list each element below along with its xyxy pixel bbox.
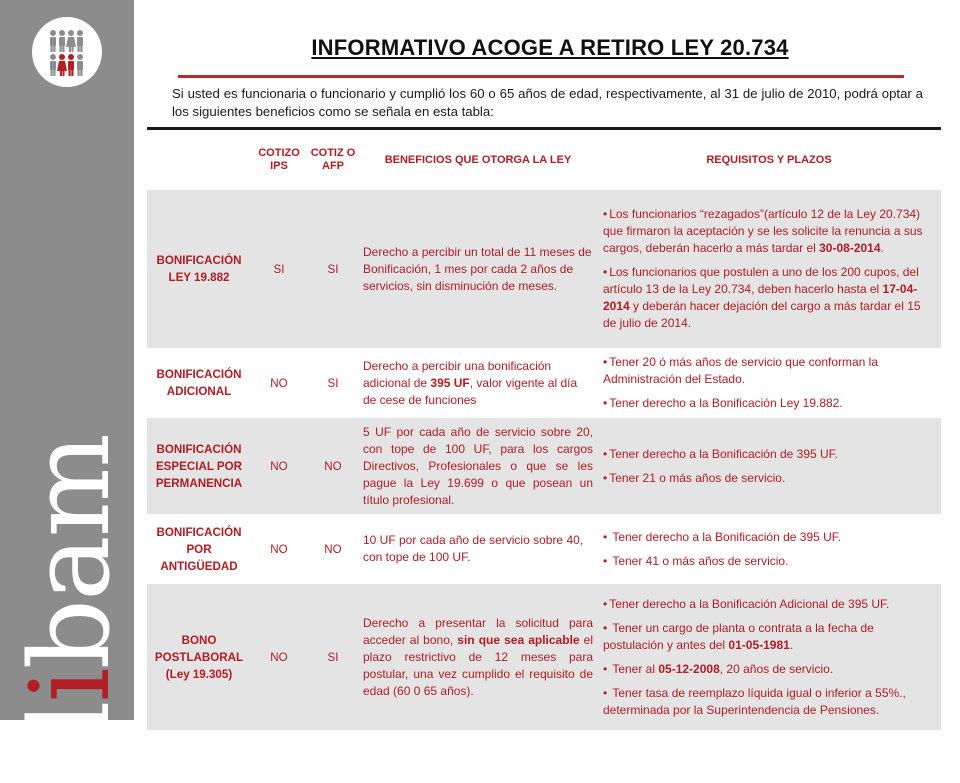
row-name: BONIFICACIÓN ADICIONAL — [156, 368, 242, 398]
requirement-item: • Tener derecho a la Bonificación Ley 19.882. — [603, 395, 935, 412]
requirement-date: 05-12-2008 — [658, 661, 720, 676]
header-beneficios: BENEFICIOS QUE OTORGA LA LEY — [384, 153, 572, 166]
row-afp: NO — [307, 418, 359, 514]
row-requirements — [597, 190, 941, 348]
brand-wordmark-bam: bam — [6, 435, 134, 670]
benefits-table — [147, 130, 941, 730]
table-row — [147, 190, 941, 348]
row-afp: SI — [307, 190, 359, 348]
row-requirements — [597, 348, 941, 418]
requirement-item: • Tener 21 o más años de servicio. — [603, 470, 935, 487]
requirement-text: . — [880, 241, 884, 255]
table-row — [147, 514, 941, 584]
table-header-row — [147, 130, 941, 190]
row-afp: NO — [324, 542, 342, 556]
row-requirements — [597, 418, 941, 514]
row-benefit — [359, 190, 597, 348]
requirement-item: • Tener 20 ó más años de servicio que conforman la Administración del Estado. — [603, 354, 935, 388]
requirement-item: • Tener derecho a la Bonificación de 395 UF. — [603, 529, 935, 546]
people-group-icon — [32, 17, 102, 87]
row-requirements — [597, 514, 941, 584]
requirement-text: Tener al — [609, 661, 659, 676]
row-benefit — [359, 418, 597, 514]
requirement-date: 01-05-1981 — [728, 637, 790, 652]
row-benefit — [359, 348, 597, 418]
row-name: BONIFICACIÓN POR ANTIGÜEDAD — [156, 525, 242, 573]
row-name: BONO POSTLABORAL (Ley 19.305) — [147, 584, 251, 730]
requirement-date: 30-08-2014 — [819, 241, 881, 255]
table-row — [147, 584, 941, 730]
row-name: BONIFICACIÓN ESPECIAL POR PERMANENCIA — [147, 418, 251, 514]
requirement-item — [603, 661, 935, 678]
benefit-emphasis: sin que sea aplicable — [457, 632, 580, 647]
benefit-text: Derecho a percibir un total de 11 meses de Bonificación, 1 mes por cada 2 años de servicios, sin disminución de meses. — [363, 244, 592, 293]
header-requisitos: REQUISITOS Y PLAZOS — [706, 153, 832, 166]
header-cotizo-ips: COTIZO IPS — [258, 147, 300, 172]
table-row — [147, 348, 941, 418]
benefit-text: 10 UF por cada año de servicio sobre 40, con tope de 100 UF. — [363, 533, 584, 564]
row-ips: SI — [251, 190, 307, 348]
row-afp: SI — [307, 584, 359, 730]
table-row — [147, 418, 941, 514]
page-title: INFORMATIVO ACOGE A RETIRO LEY 20.734 — [311, 35, 789, 60]
row-ips: NO — [251, 584, 307, 730]
row-benefit — [359, 514, 597, 584]
requirement-text: , 20 años de servicio. — [719, 661, 834, 676]
benefit-text: el plazo restrictivo de 12 meses para postular, una vez cumplido el requisito de edad (60 0 65 años). — [363, 632, 593, 698]
row-requirements — [597, 584, 941, 730]
intro-paragraph: Si usted es funcionaria o funcionario y cumplió los 60 o 65 años de edad, respectivamente, al 31 de julio de 2010, podrá optar a los siguientes beneficios como se señala en esta tabla: — [172, 86, 923, 119]
requirement-text: Los funcionarios “rezagados”(artículo 12 de la Ley 20.734) que firmaron la aceptación y se les solicite la renuncia a sus cargos, deberán hacerlo a más tardar el — [603, 207, 923, 255]
requirement-text: . — [789, 637, 794, 652]
requirement-item: • Tener tasa de reemplazo líquida igual o inferior a 55%., determinada por la Superintendencia de Pensiones. — [603, 685, 935, 719]
requirement-text: y deberán hacer dejación del cargo a más tardar el 15 de julio de 2014. — [603, 299, 921, 330]
benefit-text: , valor vigente al día de cese de funciones — [363, 375, 578, 407]
benefit-text: 5 UF por cada año de servicio sobre 20, con tope de 100 UF, para los cargos Directivos, Profesionales o que se les pague la Ley 19.699 o que posean un título profesional. — [363, 424, 593, 507]
requirement-item: • Tener derecho a la Bonificación de 395 UF. — [603, 446, 935, 463]
header-cotizo-afp: COTIZ O AFP — [310, 147, 356, 172]
requirement-item — [603, 620, 935, 654]
row-ips: NO — [251, 418, 307, 514]
requirement-text: Los funcionarios que postulen a uno de los 200 cupos, del artículo 13 de la Ley 20.734, deben hacerlo hasta el — [603, 265, 919, 296]
brand-wordmark — [6, 423, 134, 783]
title-divider — [178, 75, 904, 78]
row-ips: NO — [270, 376, 288, 390]
requirement-item: • Tener 41 o más años de servicio. — [603, 553, 935, 570]
benefit-amount: 395 UF — [430, 375, 470, 390]
benefit-text: Derecho a presentar la solicitud para acceder al bono, — [363, 615, 593, 647]
requirement-item — [603, 264, 935, 332]
requirement-date: 17-04-2014 — [603, 282, 918, 313]
requirement-item — [603, 206, 935, 257]
row-name: BONIFICACIÓN LEY 19.882 — [147, 190, 251, 348]
requirement-item: • Tener derecho a la Bonificación Adicional de 395 UF. — [603, 596, 935, 613]
row-ips: NO — [270, 542, 288, 556]
brand-wordmark-d: d — [6, 702, 134, 771]
sidebar — [0, 0, 134, 771]
brand-wordmark-i: i — [6, 669, 134, 703]
row-afp: SI — [327, 376, 339, 390]
benefit-text: Derecho a percibir una bonificación adicional de — [363, 358, 552, 390]
row-benefit — [359, 584, 597, 730]
requirement-text: Tener un cargo de planta o contrata a la fecha de postulación y antes del — [603, 620, 874, 652]
header-empty — [147, 130, 251, 190]
